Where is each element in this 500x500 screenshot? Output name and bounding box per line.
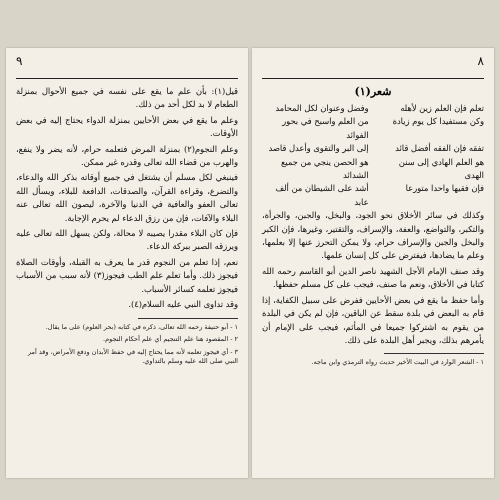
paragraph: وكذلك في سائر الأخلاق نحو الجود، والبخل، والجبن، والجرأة، والتكبر، والتواضع، والعفة، والإسراف، والتقتير، وغيرها، فإن الكبر والبخل والجبن والإسراف حرام، ولا يمكن التحرز عنها إلا بعلمها، وعلم ما يضادها، فيفترض على كل إنسان علمها.: [262, 210, 484, 261]
poem-verses: [262, 102, 484, 209]
left-footnotes: [16, 323, 238, 367]
verse-hemistich: أشد على الشيطان من ألف عابد: [275, 183, 369, 207]
right-footnotes: [262, 358, 484, 368]
paragraph: نعم، إذا تعلم من النجوم قدر ما يعرف به القبلة، وأوقات الصلاة فيجوز ذلك. وأما تعلم علم الطب فيجوز(٣) لأنه سبب من الأسباب فيجوز تعلمه كسائر الأسباب.: [16, 256, 238, 294]
verse-hemistich: وكن مستفيدا كل يوم زيادة: [392, 116, 484, 127]
poem-heading: شعر(١): [354, 85, 392, 98]
verse-line: [262, 182, 484, 209]
left-page: [6, 48, 248, 478]
paragraph: وأما حفظ ما يقع في بعض الأحايين ففرض على سبيل الكفاية، إذا قام به البعض في بلدة سقط عن الباقين، فإن لم يكن في البلدة من يقوم به اشتركوا جميعا في المأثم، فيجب على الإمام أن يأمرهم بذلك، ويجبر أهل البلدة على ذلك.: [262, 294, 484, 345]
verse-line: [262, 156, 484, 183]
footnote-rule-left: [138, 318, 238, 319]
page-number-right: ٨: [477, 54, 484, 68]
paragraph: وقد تداوى النبي عليه السلام(٤).: [128, 299, 238, 310]
paragraph: وقد صنف الإمام الأجل الشهيد ناصر الدين أبو القاسم رحمه الله كتابا في الأخلاق، ونعم ما صنف، فيجب على كل مسلم حفظها.: [262, 265, 484, 290]
paragraph: فإن كان البلاء مقدرا يصيبه لا محالة، ولكن يسهل الله تعالى عليه ويرزقه الصبر ببركة الدعاء.: [16, 228, 238, 252]
verse-hemistich: تعلم فإن العلم زين لأهله: [400, 103, 484, 113]
verse-line: [262, 142, 484, 155]
paragraph: وعلم ما يقع في بعض الأحايين بمنزلة الدواء يحتاج إليه في بعض الأوقات.: [16, 114, 238, 139]
verse-hemistich: هو العلم الهادي إلى سنن الهدى: [398, 156, 484, 181]
verse-line: [262, 102, 484, 115]
footnote: ١ - أبو حنيفة رحمه الله تعالى، ذكره في كتابه (بحر العلوم) على ما يقال.: [45, 322, 238, 331]
verse-hemistich: من العلم واسبح في بحور الفوائد: [282, 116, 369, 140]
header-rule-left: [16, 78, 238, 79]
right-page: [252, 48, 494, 478]
verse-hemistich: وفضل وعنوان لكل المحامد: [275, 103, 369, 113]
paragraph: وعلم النجوم(٢) بمنزلة المرض فتعلمه حرام، لأنه يضر ولا ينفع، والهرب من قضاء الله تعالى وقدره غير ممكن.: [16, 143, 238, 168]
footnote: ١ - الشعر الوارد في البيت الأخير حديث رواه الترمذي وابن ماجه.: [311, 358, 484, 367]
paragraph: فينبغي لكل مسلم أن يشتغل في جميع أوقاته بذكر الله والدعاء، والتضرع، وقراءة القرآن، والصدقات، الدافعة للبلاء، ويسأل الله تعالى العفو والعافية في الدنيا والآخرة، ليصون الله تعالى عنه البلاء والآفات، فإن من رزق الدعاء لم يحرم الإجابة.: [16, 172, 238, 223]
right-body-text: [262, 209, 484, 347]
footnote: ٣ - أي فيجوز تعلمه لأنه مما يحتاج إليه في حفظ الأبدان ودفع الأمراض، وقد أمر النبي صلى الله عليه وسلم بالتداوي.: [27, 347, 238, 365]
verse-line: [262, 115, 484, 142]
header-rule-right: [262, 78, 484, 79]
footnote-rule-right: [384, 353, 484, 354]
verse-hemistich: فإن فقيها واحدا متورعا: [405, 183, 484, 194]
verse-hemistich: هو الحصن ينجي من جميع الشدائد: [280, 156, 369, 181]
left-body-text: [16, 85, 238, 312]
verse-hemistich: إلى البر والتقوى وأعدل قاصد: [268, 143, 369, 154]
footnote: ٢ - المقصود هنا علم التنجيم أي علم أحكام النجوم.: [103, 335, 238, 343]
page-number-left: ٩: [16, 54, 23, 68]
verse-hemistich: تفقه فإن الفقه أفضل قائد: [395, 143, 484, 154]
paragraph: قيل(١): بأن علم ما يقع على نفسه في جميع الأحوال بمنزلة الطعام لا بد لكل أحد من ذلك.: [16, 86, 238, 110]
